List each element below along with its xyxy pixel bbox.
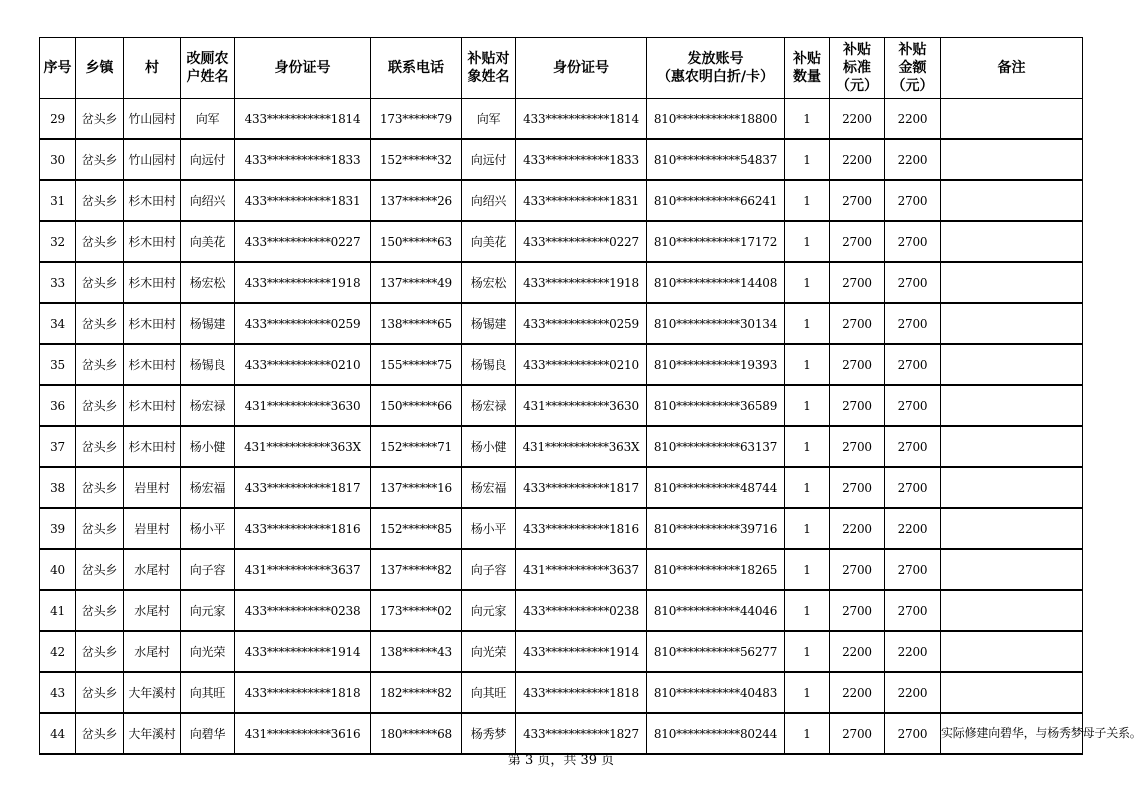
- cell-standard: 2700: [830, 713, 885, 754]
- table-row: [40, 631, 1083, 672]
- cell-target-id-number: 431***********3637: [516, 549, 647, 590]
- cell-amount: 2700: [885, 713, 941, 754]
- cell-standard: 2700: [830, 221, 885, 262]
- table-row: [40, 303, 1083, 344]
- cell-account: 810***********18800: [647, 99, 785, 140]
- cell-quantity: 1: [785, 344, 830, 385]
- table-row: [40, 139, 1083, 180]
- cell-village: 水尾村: [124, 631, 181, 672]
- cell-phone: 182******82: [371, 672, 462, 713]
- cell-owner-name: 向光荣: [181, 631, 235, 672]
- cell-id-number: 433***********0227: [235, 221, 371, 262]
- cell-owner-name: 向碧华: [181, 713, 235, 754]
- cell-phone: 137******16: [371, 467, 462, 508]
- cell-target-id-number: 433***********1817: [516, 467, 647, 508]
- cell-amount: 2700: [885, 180, 941, 221]
- cell-account: 810***********19393: [647, 344, 785, 385]
- cell-amount: 2700: [885, 385, 941, 426]
- cell-target-name: 杨锡良: [462, 344, 516, 385]
- cell-note: [941, 426, 1083, 467]
- cell-note: [941, 631, 1083, 672]
- cell-phone: 137******82: [371, 549, 462, 590]
- cell-owner-name: 向远付: [181, 139, 235, 180]
- cell-account: 810***********44046: [647, 590, 785, 631]
- cell-note: [941, 590, 1083, 631]
- header-label-line: 户姓名: [186, 69, 229, 85]
- cell-quantity: 1: [785, 139, 830, 180]
- header-target-name: [462, 38, 516, 99]
- cell-seq: 44: [40, 713, 76, 754]
- cell-phone: 138******43: [371, 631, 462, 672]
- cell-village: 竹山园村: [124, 139, 181, 180]
- cell-phone: 138******65: [371, 303, 462, 344]
- cell-town: 岔头乡: [76, 549, 124, 590]
- cell-standard: 2700: [830, 180, 885, 221]
- cell-seq: 39: [40, 508, 76, 549]
- cell-account: 810***********30134: [647, 303, 785, 344]
- cell-seq: 29: [40, 99, 76, 140]
- cell-note: [941, 303, 1083, 344]
- cell-quantity: 1: [785, 180, 830, 221]
- cell-quantity: 1: [785, 631, 830, 672]
- cell-quantity: 1: [785, 713, 830, 754]
- cell-amount: 2700: [885, 303, 941, 344]
- cell-note: [941, 344, 1083, 385]
- cell-amount: 2200: [885, 631, 941, 672]
- cell-note: [941, 508, 1083, 549]
- cell-target-name: 杨宏禄: [462, 385, 516, 426]
- cell-phone: 173******79: [371, 99, 462, 140]
- header-label-line: 发放账号: [687, 51, 744, 67]
- cell-account: 810***********17172: [647, 221, 785, 262]
- cell-village: 杉木田村: [124, 385, 181, 426]
- cell-village: 杉木田村: [124, 303, 181, 344]
- cell-village: 水尾村: [124, 590, 181, 631]
- cell-target-id-number: 433***********1833: [516, 139, 647, 180]
- cell-standard: 2200: [830, 508, 885, 549]
- cell-target-id-number: 433***********1818: [516, 672, 647, 713]
- header-label-line: 身份证号: [553, 60, 609, 76]
- cell-seq: 37: [40, 426, 76, 467]
- header-label-line: 标准: [843, 60, 871, 76]
- table-row: [40, 672, 1083, 713]
- cell-id-number: 433***********1918: [235, 262, 371, 303]
- cell-account: 810***********54837: [647, 139, 785, 180]
- cell-phone: 137******26: [371, 180, 462, 221]
- cell-target-id-number: 433***********0259: [516, 303, 647, 344]
- cell-seq: 38: [40, 467, 76, 508]
- cell-id-number: 433***********0238: [235, 590, 371, 631]
- cell-seq: 43: [40, 672, 76, 713]
- cell-owner-name: 杨小平: [181, 508, 235, 549]
- header-id-number: [235, 38, 371, 99]
- header-label-line: 序号: [43, 60, 72, 76]
- cell-amount: 2700: [885, 221, 941, 262]
- cell-standard: 2700: [830, 426, 885, 467]
- cell-town: 岔头乡: [76, 631, 124, 672]
- header-label-line: 补贴: [793, 51, 821, 67]
- cell-village: 岩里村: [124, 508, 181, 549]
- cell-amount: 2700: [885, 262, 941, 303]
- cell-account: 810***********48744: [647, 467, 785, 508]
- cell-target-name: 向子容: [462, 549, 516, 590]
- cell-id-number: 431***********3616: [235, 713, 371, 754]
- cell-town: 岔头乡: [76, 344, 124, 385]
- header-label-line: 联系电话: [388, 60, 444, 76]
- cell-amount: 2700: [885, 467, 941, 508]
- cell-account: 810***********63137: [647, 426, 785, 467]
- cell-owner-name: 向元家: [181, 590, 235, 631]
- cell-amount: 2200: [885, 508, 941, 549]
- header-account: [647, 38, 785, 99]
- cell-village: 杉木田村: [124, 262, 181, 303]
- cell-town: 岔头乡: [76, 508, 124, 549]
- cell-town: 岔头乡: [76, 99, 124, 140]
- cell-target-id-number: 433***********1831: [516, 180, 647, 221]
- header-row: [40, 38, 1083, 99]
- cell-target-name: 向远付: [462, 139, 516, 180]
- header-label-line: 补贴: [843, 42, 871, 58]
- header-label-line: （惠农明白折/卡）: [656, 69, 775, 85]
- cell-account: 810***********36589: [647, 385, 785, 426]
- cell-amount: 2700: [885, 549, 941, 590]
- cell-standard: 2700: [830, 467, 885, 508]
- header-label-line: 象姓名: [467, 69, 510, 85]
- header-label-line: 身份证号: [274, 60, 331, 76]
- cell-quantity: 1: [785, 385, 830, 426]
- cell-note: [941, 672, 1083, 713]
- table-row: [40, 467, 1083, 508]
- cell-target-name: 杨秀梦: [462, 713, 516, 754]
- cell-quantity: 1: [785, 672, 830, 713]
- header-quantity: [785, 38, 830, 99]
- table-row: [40, 344, 1083, 385]
- cell-owner-name: 杨锡建: [181, 303, 235, 344]
- cell-id-number: 433***********0210: [235, 344, 371, 385]
- cell-town: 岔头乡: [76, 180, 124, 221]
- cell-quantity: 1: [785, 590, 830, 631]
- cell-amount: 2700: [885, 426, 941, 467]
- cell-standard: 2700: [830, 303, 885, 344]
- cell-seq: 30: [40, 139, 76, 180]
- table-row: [40, 713, 1083, 754]
- cell-target-name: 杨宏松: [462, 262, 516, 303]
- cell-town: 岔头乡: [76, 303, 124, 344]
- header-standard: [830, 38, 885, 99]
- cell-target-id-number: 433***********0210: [516, 344, 647, 385]
- cell-phone: 173******02: [371, 590, 462, 631]
- cell-owner-name: 杨宏松: [181, 262, 235, 303]
- table-row: [40, 426, 1083, 467]
- cell-quantity: 1: [785, 467, 830, 508]
- cell-owner-name: 向其旺: [181, 672, 235, 713]
- cell-target-name: 向光荣: [462, 631, 516, 672]
- header-seq: [40, 38, 76, 99]
- cell-town: 岔头乡: [76, 262, 124, 303]
- cell-account: 810***********40483: [647, 672, 785, 713]
- cell-target-name: 向绍兴: [462, 180, 516, 221]
- cell-id-number: 431***********3637: [235, 549, 371, 590]
- subsidy-table: [39, 37, 1142, 755]
- cell-quantity: 1: [785, 221, 830, 262]
- cell-standard: 2700: [830, 385, 885, 426]
- header-label-line: 改厕农: [186, 51, 229, 67]
- cell-seq: 41: [40, 590, 76, 631]
- cell-phone: 150******63: [371, 221, 462, 262]
- cell-seq: 34: [40, 303, 76, 344]
- cell-town: 岔头乡: [76, 139, 124, 180]
- cell-amount: 2700: [885, 344, 941, 385]
- cell-target-name: 向军: [462, 99, 516, 140]
- cell-owner-name: 杨小健: [181, 426, 235, 467]
- cell-target-id-number: 433***********1816: [516, 508, 647, 549]
- cell-owner-name: 杨宏福: [181, 467, 235, 508]
- cell-note: [941, 139, 1083, 180]
- table-row: [40, 262, 1083, 303]
- header-label-line: 金额: [898, 60, 927, 76]
- cell-village: 竹山园村: [124, 99, 181, 140]
- cell-standard: 2700: [830, 262, 885, 303]
- cell-id-number: 433***********1914: [235, 631, 371, 672]
- header-label-line: 备注: [997, 60, 1026, 76]
- cell-phone: 150******66: [371, 385, 462, 426]
- cell-target-name: 向其旺: [462, 672, 516, 713]
- cell-standard: 2200: [830, 139, 885, 180]
- table-row: [40, 99, 1083, 140]
- cell-village: 岩里村: [124, 467, 181, 508]
- cell-owner-name: 向子容: [181, 549, 235, 590]
- cell-phone: 152******85: [371, 508, 462, 549]
- header-label-line: 数量: [793, 69, 821, 85]
- cell-seq: 32: [40, 221, 76, 262]
- header-note: [941, 38, 1083, 99]
- cell-owner-name: 向军: [181, 99, 235, 140]
- cell-id-number: 431***********363X: [235, 426, 371, 467]
- cell-target-name: 杨宏福: [462, 467, 516, 508]
- cell-id-number: 433***********1833: [235, 139, 371, 180]
- cell-owner-name: 向美花: [181, 221, 235, 262]
- cell-town: 岔头乡: [76, 713, 124, 754]
- cell-target-name: 杨小健: [462, 426, 516, 467]
- cell-note: [941, 180, 1083, 221]
- cell-note: [941, 549, 1083, 590]
- cell-account: 810***********56277: [647, 631, 785, 672]
- cell-quantity: 1: [785, 426, 830, 467]
- header-town: [76, 38, 124, 99]
- cell-account: 810***********80244: [647, 713, 785, 754]
- cell-id-number: 433***********1816: [235, 508, 371, 549]
- header-label-line: （元）: [891, 78, 934, 94]
- cell-note: 实际修建向碧华，与杨秀梦母子关系。: [941, 713, 1083, 754]
- cell-target-name: 向美花: [462, 221, 516, 262]
- cell-village: 杉木田村: [124, 180, 181, 221]
- cell-standard: 2200: [830, 631, 885, 672]
- cell-village: 杉木田村: [124, 221, 181, 262]
- cell-seq: 36: [40, 385, 76, 426]
- cell-target-id-number: 433***********1914: [516, 631, 647, 672]
- table-row: [40, 221, 1083, 262]
- cell-target-id-number: 431***********3630: [516, 385, 647, 426]
- cell-town: 岔头乡: [76, 221, 124, 262]
- cell-quantity: 1: [785, 262, 830, 303]
- cell-account: 810***********18265: [647, 549, 785, 590]
- cell-village: 水尾村: [124, 549, 181, 590]
- cell-target-id-number: 433***********1918: [516, 262, 647, 303]
- cell-account: 810***********39716: [647, 508, 785, 549]
- cell-quantity: 1: [785, 549, 830, 590]
- cell-quantity: 1: [785, 303, 830, 344]
- table-row: [40, 549, 1083, 590]
- page-footer: 第 3 页，共 39 页: [507, 753, 615, 768]
- cell-seq: 40: [40, 549, 76, 590]
- table-row: [40, 590, 1083, 631]
- cell-target-id-number: 433***********1827: [516, 713, 647, 754]
- cell-village: 大年溪村: [124, 713, 181, 754]
- cell-quantity: 1: [785, 508, 830, 549]
- cell-phone: 180******68: [371, 713, 462, 754]
- cell-id-number: 433***********0259: [235, 303, 371, 344]
- cell-note: [941, 262, 1083, 303]
- cell-target-id-number: 431***********363X: [516, 426, 647, 467]
- cell-quantity: 1: [785, 99, 830, 140]
- cell-owner-name: 杨锡良: [181, 344, 235, 385]
- cell-town: 岔头乡: [76, 426, 124, 467]
- header-label-line: 补贴对: [467, 51, 510, 67]
- cell-id-number: 431***********3630: [235, 385, 371, 426]
- cell-standard: 2200: [830, 672, 885, 713]
- cell-standard: 2700: [830, 344, 885, 385]
- cell-amount: 2200: [885, 139, 941, 180]
- cell-phone: 137******49: [371, 262, 462, 303]
- cell-village: 大年溪村: [124, 672, 181, 713]
- table-row: [40, 508, 1083, 549]
- cell-note: [941, 99, 1083, 140]
- header-label-line: 补贴: [898, 42, 927, 58]
- cell-owner-name: 向绍兴: [181, 180, 235, 221]
- cell-id-number: 433***********1818: [235, 672, 371, 713]
- cell-seq: 42: [40, 631, 76, 672]
- cell-id-number: 433***********1817: [235, 467, 371, 508]
- table-row: [40, 180, 1083, 221]
- cell-town: 岔头乡: [76, 590, 124, 631]
- cell-target-name: 杨小平: [462, 508, 516, 549]
- header-owner-name: [181, 38, 235, 99]
- header-target-id-number: [516, 38, 647, 99]
- table-row: [40, 385, 1083, 426]
- cell-amount: 2200: [885, 99, 941, 140]
- header-phone: [371, 38, 462, 99]
- header-label-line: 乡镇: [85, 60, 114, 76]
- header-label-line: （元）: [836, 78, 878, 94]
- cell-target-id-number: 433***********0227: [516, 221, 647, 262]
- cell-target-id-number: 433***********1814: [516, 99, 647, 140]
- header-village: [124, 38, 181, 99]
- cell-standard: 2700: [830, 590, 885, 631]
- cell-note: [941, 385, 1083, 426]
- cell-village: 杉木田村: [124, 426, 181, 467]
- cell-seq: 35: [40, 344, 76, 385]
- cell-standard: 2700: [830, 549, 885, 590]
- cell-account: 810***********66241: [647, 180, 785, 221]
- cell-account: 810***********14408: [647, 262, 785, 303]
- cell-seq: 31: [40, 180, 76, 221]
- cell-id-number: 433***********1814: [235, 99, 371, 140]
- cell-phone: 155******75: [371, 344, 462, 385]
- cell-owner-name: 杨宏禄: [181, 385, 235, 426]
- cell-note: [941, 467, 1083, 508]
- cell-amount: 2700: [885, 590, 941, 631]
- cell-target-name: 杨锡建: [462, 303, 516, 344]
- header-amount: [885, 38, 941, 99]
- cell-standard: 2200: [830, 99, 885, 140]
- cell-town: 岔头乡: [76, 385, 124, 426]
- cell-target-id-number: 433***********0238: [516, 590, 647, 631]
- cell-id-number: 433***********1831: [235, 180, 371, 221]
- cell-phone: 152******71: [371, 426, 462, 467]
- cell-phone: 152******32: [371, 139, 462, 180]
- cell-seq: 33: [40, 262, 76, 303]
- cell-note: [941, 221, 1083, 262]
- cell-target-name: 向元家: [462, 590, 516, 631]
- cell-amount: 2200: [885, 672, 941, 713]
- header-label-line: 村: [145, 60, 159, 76]
- cell-town: 岔头乡: [76, 672, 124, 713]
- cell-village: 杉木田村: [124, 344, 181, 385]
- cell-town: 岔头乡: [76, 467, 124, 508]
